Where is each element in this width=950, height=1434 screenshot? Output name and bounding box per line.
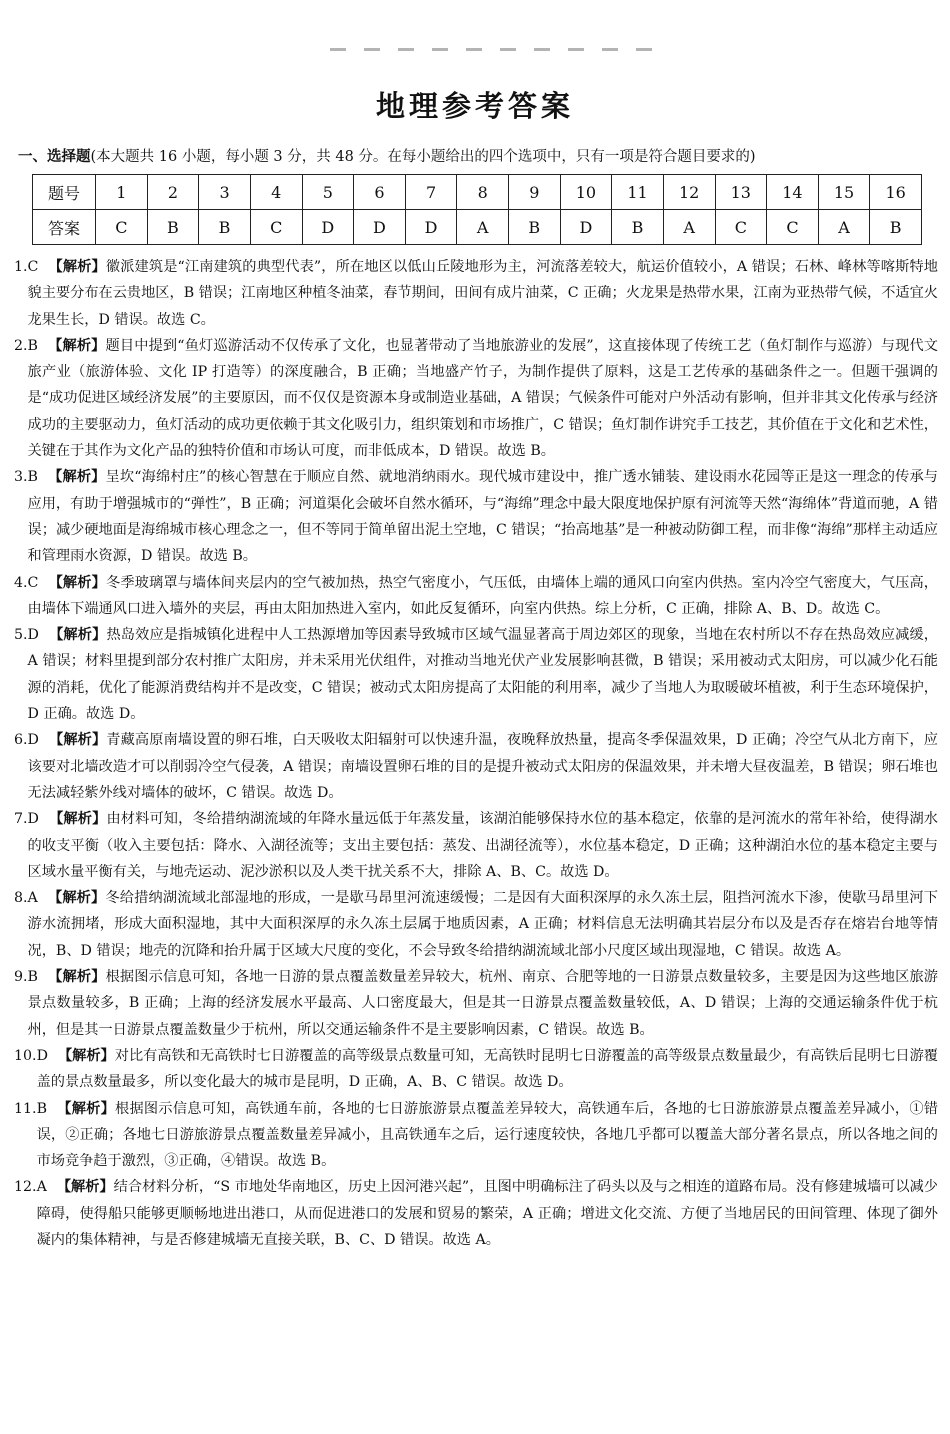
explanation-body <box>28 333 938 464</box>
question-number: 6 <box>354 175 406 210</box>
explanation-body <box>28 806 938 885</box>
explanation-answer: A <box>36 1179 47 1196</box>
analysis-tag: 【解析】 <box>57 1100 116 1117</box>
top-scan-marks <box>330 36 770 50</box>
explanation-text: 对比有高铁和无高铁时七日游覆盖的高等级景点数量可知，无高铁时昆明七日游覆盖的高等级景点数量最少，有高铁后昆明七日游覆盖的景点数量最多，所以变化最大的城市是昆明，D 正确，A、B、C 错误。故选 D。 <box>36 1047 938 1091</box>
page-title: 地理参考答案 <box>375 89 574 123</box>
answer-table-number-row <box>33 175 922 210</box>
explanation-body <box>28 254 938 333</box>
explanation-body <box>37 1174 938 1253</box>
explanation-item <box>14 570 938 623</box>
explanation-answer: B <box>27 337 38 354</box>
question-number: 8 <box>457 175 509 210</box>
explanation-answer: C <box>27 574 39 591</box>
answer-cell: C <box>715 210 767 245</box>
question-number: 10 <box>560 175 612 210</box>
answer-cell: D <box>302 210 354 245</box>
answer-cell: B <box>199 210 251 245</box>
question-number: 13 <box>715 175 767 210</box>
explanation-answer: B <box>27 469 38 486</box>
explanation-body <box>37 1043 938 1096</box>
analysis-tag: 【解析】 <box>48 259 106 275</box>
explanation-number: 8. <box>14 890 28 907</box>
analysis-tag: 【解析】 <box>48 627 107 644</box>
explanation-text: 由材料可知，冬给措纳湖流域的年降水量远低于年蒸发量，该湖泊能够保持水位的基本稳定，依靠的是河流水的常年补给，使得湖水的收支平衡（收入主要包括：降水、入湖径流等；支出主要包括：蒸发、出湖径流等），水位基本稳定，D 正确；这种湖泊水位的基本稳定主要与区域水量平衡有关，与地壳运动、泥沙淤积以及人类干扰关系不大，排除 A、B、C。故选 D。 <box>27 811 938 880</box>
section-note: (本大题共 16 小题，每小题 3 分，共 48 分。在每小题给出的四个选项中，只有一项是符合题目要求的) <box>90 149 756 165</box>
explanation-text: 呈坎“海绵村庄”的核心智慧在于顺应自然、就地消纳雨水。现代城市建设中，推广透水铺装、建设雨水花园等正是这一理念的传承与应用，有助于增强城市的“弹性”，B 正确；河道渠化会破坏自然水循环，与“海绵”理念中最大限度地保护原有河流等天然“海绵体”背道而驰，A 错误；减少硬地面是海绵城市核心理念之一，但不等同于简单留出泥土空地，C 错误；“抬高地基”是一种被动防御工程，而非像“海绵”那样主动适应和管理雨水资源，D 错误。故选 B。 <box>27 469 938 565</box>
explanation-text: 热岛效应是指城镇化进程中人工热源增加等因素导致城市区域气温显著高于周边郊区的现象，当地在农村所以不存在热岛效应减缓，A 错误；材料里提到部分农村推广太阳房，并未采用光伏组件，对推动当地光伏产业发展影响甚微，B 错误；采用被动式太阳房，可以减少化石能源的消耗，优化了能源消费结构并不是改变，C 错误；被动式太阳房提高了太阳能的利用率，减少了当地人为取暖破坏植被，利于生态环境保护，D 正确。故选 D。 <box>27 627 938 723</box>
analysis-tag: 【解析】 <box>47 337 106 354</box>
explanation-item <box>14 464 938 569</box>
question-number: 12 <box>663 175 715 210</box>
question-number: 7 <box>405 175 457 210</box>
analysis-tag: 【解析】 <box>48 574 106 591</box>
analysis-tag: 【解析】 <box>47 969 106 986</box>
question-number: 1 <box>96 175 148 210</box>
answer-table <box>32 174 922 245</box>
explanation-answer: C <box>27 259 39 275</box>
answer-row-label: 答案 <box>33 210 96 245</box>
question-number: 9 <box>509 175 561 210</box>
explanation-text: 冬给措纳湖流域北部湿地的形成，一是歇马昂里河流速缓慢；二是因有大面积深厚的永久冻土层，阻挡河流水下渗，使歇马昂里河下游水流拥堵，形成大面积湿地，其中大面积深厚的永久冻土层属于地质因素，A 正确；材料信息无法明确其岩层分布以及是否存在熔岩台地等情况，B、D 错误；地壳的沉降和抬升属于区域大尺度的变化，不会导致冬给措纳湖流域北部小尺度区域出现湿地，C 错误。故选 A。 <box>27 890 938 959</box>
explanation-item <box>14 964 938 1043</box>
explanation-text: 徽派建筑是“江南建筑的典型代表”，所在地区以低山丘陵地形为主，河流落差较大，航运价值较小，A 错误；石林、峰林等喀斯特地貌主要分布在云贵地区，B 错误；江南地区种植冬油菜，春节期间，田间有成片油菜，C 正确；火龙果是热带水果，江南为亚热带气候，不适宜火龙果生长，D 错误。故选 C。 <box>27 259 938 328</box>
answer-cell: C <box>250 210 302 245</box>
question-number: 5 <box>302 175 354 210</box>
explanation-item <box>14 885 938 964</box>
explanation-body <box>28 885 938 964</box>
explanation-text: 结合材料分析，“S 市地处华南地区，历史上因河港兴起”，且图中明确标注了码头以及与之相连的道路布局。没有修建城墙可以减少障碍，使得船只能够更顺畅地进出港口，从而促进港口的发展和贸易的繁荣，A 正确；增进文化交流、方便了当地居民的田间管理、体现了御外凝内的集体精神，与是否修建城墙无直接关联，B、C、D 错误。故选 A。 <box>36 1179 938 1248</box>
question-number: 4 <box>250 175 302 210</box>
question-number: 15 <box>818 175 870 210</box>
explanation-body <box>28 727 938 806</box>
explanation-number: 6. <box>14 732 28 749</box>
section-lead: 一、选择题 <box>18 149 91 165</box>
analysis-tag: 【解析】 <box>47 890 106 907</box>
answer-cell: A <box>457 210 509 245</box>
explanation-item <box>14 1174 938 1253</box>
explanation-number: 12. <box>14 1179 37 1196</box>
explanation-body <box>28 570 938 623</box>
question-number: 14 <box>767 175 819 210</box>
explanation-item <box>14 1043 938 1096</box>
explanation-text: 冬季玻璃罩与墙体间夹层内的空气被加热，热空气密度小，气压低，由墙体上端的通风口向室内供热。室内冷空气密度大，气压高，由墙体下端通风口进入墙外的夹层，再由太阳加热进入室内，如此反复循环，向室内供热。综上分析，C 正确，排除 A、B、D。故选 C。 <box>27 574 938 617</box>
answer-cell: C <box>767 210 819 245</box>
explanation-answer: D <box>36 1047 48 1064</box>
question-number: 2 <box>147 175 199 210</box>
answer-cell: B <box>147 210 199 245</box>
answer-cell: B <box>870 210 922 245</box>
explanation-number: 7. <box>14 811 28 828</box>
answer-cell: A <box>818 210 870 245</box>
explanation-number: 4. <box>14 574 28 591</box>
analysis-tag: 【解析】 <box>57 1047 115 1064</box>
answer-cell: D <box>560 210 612 245</box>
explanation-item <box>14 254 938 333</box>
explanation-item <box>14 727 938 806</box>
explanation-answer: B <box>36 1100 48 1117</box>
explanation-number: 2. <box>14 337 28 354</box>
analysis-tag: 【解析】 <box>48 732 107 749</box>
analysis-tag: 【解析】 <box>47 469 106 486</box>
answer-cell: B <box>509 210 561 245</box>
explanation-number: 1. <box>14 259 28 275</box>
explanation-number: 9. <box>14 969 28 986</box>
explanation-text: 根据图示信息可知，各地一日游的景点覆盖数量差异较大，杭州、南京、合肥等地的一日游景点数量较多，主要是因为这些地区旅游景点数量较多，B 正确；上海的经济发展水平最高、人口密度最大，但是其一日游景点覆盖数量较低，A、D 错误；上海的交通运输条件优于杭州，但是其一日游景点覆盖数量少于杭州，所以交通运输条件不是主要影响因素，C 错误。故选 B。 <box>27 969 938 1038</box>
explanation-body <box>28 464 938 569</box>
explanation-answer: B <box>27 969 38 986</box>
number-row-label: 题号 <box>33 175 96 210</box>
answer-cell: B <box>612 210 664 245</box>
analysis-tag: 【解析】 <box>48 811 107 828</box>
question-number: 16 <box>870 175 922 210</box>
explanation-answer: D <box>27 627 39 644</box>
explanation-item <box>14 622 938 727</box>
answer-cell: C <box>96 210 148 245</box>
explanation-body <box>37 1096 938 1175</box>
explanation-item <box>14 806 938 885</box>
answer-table-answer-row <box>33 210 922 245</box>
explanation-number: 3. <box>14 469 28 486</box>
section-header <box>18 145 938 166</box>
explanation-answer: A <box>27 890 38 907</box>
answer-cell: A <box>663 210 715 245</box>
explanation-answer: D <box>27 811 39 828</box>
explanation-body <box>28 964 938 1043</box>
explanation-item <box>14 333 938 464</box>
explanation-body <box>28 622 938 727</box>
analysis-tag: 【解析】 <box>56 1179 114 1196</box>
explanation-answer: D <box>27 732 39 749</box>
explanation-text: 根据图示信息可知，高铁通车前，各地的七日游旅游景点覆盖差异较大，高铁通车后，各地的七日游旅游景点覆盖差异减小，①错误，②正确；各地七日游旅游景点覆盖数量差异减小，且高铁通车之后，运行速度较快，各地几乎都可以覆盖大部分著名景点，所以各地之间的市场竞争趋于激烈，③正确，④错误。故选 B。 <box>36 1100 938 1170</box>
answer-cell: D <box>354 210 406 245</box>
question-number: 3 <box>199 175 251 210</box>
question-number: 11 <box>612 175 664 210</box>
explanation-number: 5. <box>14 627 28 644</box>
explanation-text: 题目中提到“鱼灯巡游活动不仅传承了文化，也显著带动了当地旅游业的发展”，这直接体现了传统工艺（鱼灯制作与巡游）与现代文旅产业（旅游体验、文化 IP 打造等）的深度融合，B 正确；当地盛产竹子，为制作提供了原料，这是工艺传承的基础条件之一。但题干强调的是“成功促进区域经济发展”的主要原因，而不仅仅是资源本身或制造业基础，A 错误；气候条件可能对户外活动有影响，但并非其文化传承与经济成功的主要驱动力，鱼灯活动的成功更依赖于其文化吸引力，组织策划和市场推广，C 错误；鱼灯制作讲究手工技艺，其价值在于文化和艺术性，关键在于其作为文化产品的独特价值和市场认可度，而非低成本，D 错误。故选 B。 <box>27 337 938 460</box>
explanation-number: 10. <box>14 1047 37 1064</box>
answer-cell: D <box>405 210 457 245</box>
explanation-list <box>14 254 938 1253</box>
explanation-item <box>14 1096 938 1175</box>
explanation-number: 11. <box>14 1100 37 1117</box>
explanation-text: 青藏高原南墙设置的卵石堆，白天吸收太阳辐射可以快速升温，夜晚释放热量，提高冬季保温效果，D 正确；冷空气从北方南下，应该要对北墙改造才可以削弱冷空气侵袭，A 错误；南墙设置卵石堆的目的是提升被动式太阳房的保温效果，并未增大昼夜温差，B 错误；卵石堆也无法减轻紫外线对墙体的破坏，C 错误。故选 D。 <box>27 732 938 801</box>
